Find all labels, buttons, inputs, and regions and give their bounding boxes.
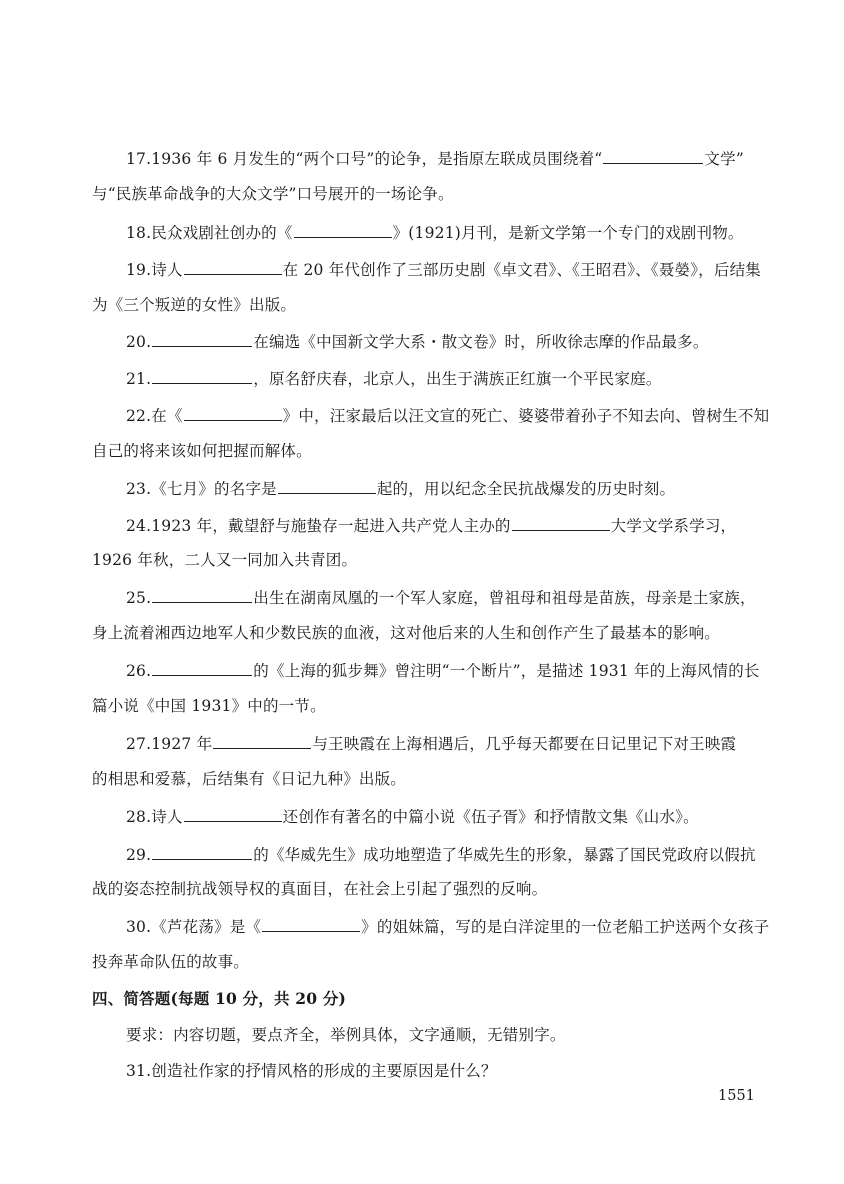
q21-text-b: ，原名舒庆春，北京人，出生于满族正红旗一个平民家庭。 <box>253 370 662 388</box>
question-30 <box>126 915 816 938</box>
q24-text-b: 大学文学系学习， <box>610 517 737 535</box>
question-31: 31.创造社作家的抒情风格的形成的主要原因是什么？ <box>126 1062 497 1080</box>
q22-text-a: 22.在《 <box>126 407 183 425</box>
q28-text-b: 还创作有著名的中篇小说《伍子胥》和抒情散文集《山水》。 <box>282 808 699 826</box>
q28-blank <box>184 805 282 822</box>
q30-blank <box>262 915 360 932</box>
q20-text-b: 在编选《中国新文学大系・散文卷》时，所收徐志摩的作品最多。 <box>253 333 709 351</box>
q30-text-a: 30.《芦花荡》是《 <box>126 918 262 936</box>
q23-blank <box>278 477 376 494</box>
question-24-cont: 1926 年秋，二人又一同加入共青团。 <box>92 551 358 569</box>
question-25 <box>126 586 816 609</box>
section-4-heading: 四、简答题(每题 10 分，共 20 分) <box>92 989 347 1008</box>
q21-blank <box>152 367 252 384</box>
question-25-cont: 身上流着湘西边地军人和少数民族的血液，这对他后来的人生和创作产生了最基本的影响。 <box>92 624 721 642</box>
q27-text-b: 与王映霞在上海相遇后，几乎每天都要在日记里记下对王映霞 <box>312 735 737 753</box>
q23-text-b: 起的，用以纪念全民抗战爆发的历史时刻。 <box>376 480 676 498</box>
section-4-requirement: 要求：内容切题，要点齐全，举例具体，文字通顺，无错别字。 <box>126 1026 566 1044</box>
q18-text-a: 18.民众戏剧社创办的《 <box>126 224 293 242</box>
q25-text-b: 出生在湖南凤凰的一个军人家庭，曾祖母和祖母是苗族，母亲是土家族， <box>253 589 756 607</box>
question-29-cont: 战的姿态控制抗战领导权的真面目，在社会上引起了强烈的反响。 <box>92 880 548 898</box>
q29-blank <box>152 843 252 860</box>
q18-text-b: 》(1921)月刊，是新文学第一个专门的戏剧刊物。 <box>392 224 744 242</box>
q20-blank <box>152 330 252 347</box>
q24-blank <box>512 514 610 531</box>
question-28 <box>126 805 816 828</box>
question-30-cont: 投奔革命队伍的故事。 <box>92 953 250 971</box>
q29-text-b: 的《华威先生》成功地塑造了华威先生的形象，暴露了国民党政府以假抗 <box>253 846 756 864</box>
question-23 <box>126 477 816 500</box>
q21-text-a: 21. <box>126 370 152 388</box>
q22-text-b: 》中，汪家最后以汪文宣的死亡、婆婆带着孙子不知去向、曾树生不知 <box>282 407 770 425</box>
q26-text-a: 26. <box>126 662 152 680</box>
question-27 <box>126 732 816 755</box>
q17-text-a: 17.1936 年 6 月发生的“两个口号”的论争，是指原左联成员围绕着“ <box>126 150 603 168</box>
q17-text-b: 文学” <box>704 150 744 168</box>
question-19 <box>126 258 816 281</box>
q30-text-b: 》的姐妹篇，写的是白洋淀里的一位老船工护送两个女孩子 <box>361 918 770 936</box>
question-27-cont: 的相思和爱慕，后结集有《日记九种》出版。 <box>92 770 407 788</box>
q27-text-a: 27.1927 年 <box>126 735 213 753</box>
question-22-cont: 自己的将来该如何把握而解体。 <box>92 442 312 460</box>
question-29 <box>126 843 816 866</box>
q17-blank <box>603 147 703 164</box>
q26-text-b: 的《上海的狐步舞》曾注明“一个断片”，是描述 1931 年的上海风情的长 <box>253 662 760 680</box>
question-17 <box>126 147 816 170</box>
question-22 <box>126 404 816 427</box>
q25-text-a: 25. <box>126 589 152 607</box>
question-21 <box>126 367 816 390</box>
q25-blank <box>152 586 252 603</box>
q23-text-a: 23.《七月》的名字是 <box>126 480 277 498</box>
q18-blank <box>294 221 392 238</box>
q20-text-a: 20. <box>126 333 152 351</box>
question-24 <box>126 514 816 537</box>
q19-blank <box>184 258 282 275</box>
question-26-cont: 篇小说《中国 1931》中的一节。 <box>92 697 326 715</box>
q22-blank <box>184 404 282 421</box>
question-20 <box>126 330 816 353</box>
q19-text-a: 19.诗人 <box>126 261 183 279</box>
question-18 <box>126 221 816 244</box>
q26-blank <box>152 659 252 676</box>
q29-text-a: 29. <box>126 846 152 864</box>
q19-text-b: 在 20 年代创作了三部历史剧《卓文君》、《王昭君》、《聂嫈》，后结集 <box>282 261 761 279</box>
page-number: 1551 <box>718 1088 755 1104</box>
q28-text-a: 28.诗人 <box>126 808 183 826</box>
q24-text-a: 24.1923 年，戴望舒与施蛰存一起进入共产党人主办的 <box>126 517 511 535</box>
question-17-cont: 与“民族革命战争的大众文学”口号展开的一场论争。 <box>92 185 454 203</box>
q27-blank <box>213 732 311 749</box>
question-19-cont: 为《三个叛逆的女性》出版。 <box>92 296 297 314</box>
question-26 <box>126 659 816 682</box>
